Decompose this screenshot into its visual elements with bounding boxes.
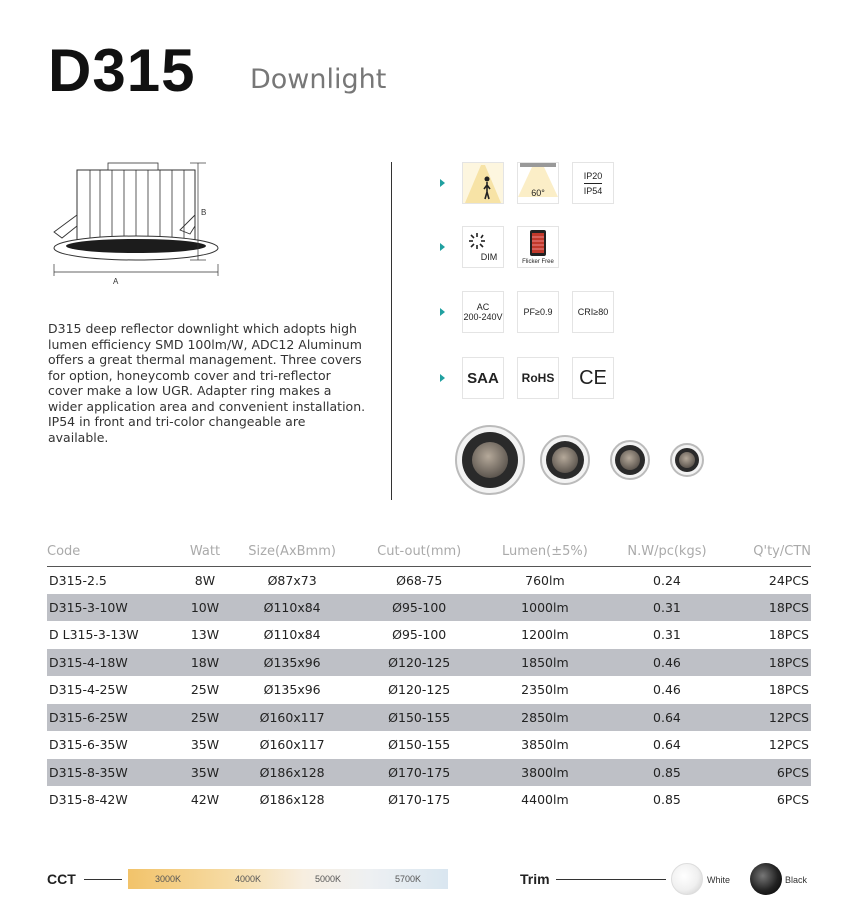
cct-value-5700k: 5700K [394,874,422,884]
cell-watt: 25W [183,704,228,732]
bullet-arrow-icon [440,179,445,187]
cell-watt: 35W [190,737,220,753]
product-size-photos [453,418,723,508]
cell-weight: 0.46 [653,682,681,698]
voltage-range: 200-240V [463,312,503,322]
cell-cutout: Ø170-175 [357,759,481,787]
cell-cutout: Ø68-75 [396,572,443,588]
cell-weight: 0.31 [608,594,725,622]
header-size: Size(AxBmm) [227,538,357,566]
flicker-free-icon [517,226,559,268]
vertical-divider [391,162,392,500]
trim-leader-line [556,879,666,880]
cri-value: CRI≥80 [577,307,609,317]
ip-back-value: IP54 [583,185,603,196]
ce-label: CE [579,366,607,389]
table-row [47,594,811,622]
bullet-arrow-icon [440,243,445,251]
header-cutout: Cut-out(mm) [357,538,481,566]
cell-cutout: Ø95-100 [392,627,447,643]
white-trim-label: White [707,875,731,885]
trim-label: Trim [520,871,550,887]
cell-size: Ø110x84 [227,594,357,622]
cell-lumen: 2850lm [481,704,608,732]
rohs-cert-icon [517,357,559,399]
cell-watt: 8W [194,572,216,588]
cell-qty: 12PCS [768,737,809,753]
cell-watt: 10W [183,594,228,622]
cct-gradient-bar [128,869,448,889]
cell-qty: 18PCS [726,649,811,677]
table-header-row [47,538,811,566]
ac-label: AC [476,302,490,312]
bullet-arrow-icon [440,374,445,382]
ac-voltage-icon [462,291,504,333]
cell-watt: 25W [190,682,220,698]
model-title: D315 [48,37,196,104]
table-row [47,621,811,649]
cell-qty: 12PCS [726,704,811,732]
cct-label: CCT [47,871,76,887]
cell-weight: 0.85 [653,792,681,808]
cell-qty: 18PCS [768,627,809,643]
cell-code: D L315-3-13W [49,627,139,643]
dimension-drawing [40,160,230,290]
cell-weight: 0.85 [608,759,725,787]
cell-code: D315-4-25W [49,682,128,698]
white-trim-swatch [671,863,703,895]
cell-size: Ø186x128 [259,792,325,808]
cell-size: Ø87x73 [267,572,317,588]
feature-row-certifications [440,357,614,399]
cell-qty: 18PCS [768,682,809,698]
cell-lumen: 1000lm [481,594,608,622]
product-photo-large [456,426,524,494]
header-qty-per-carton: Q'ty/CTN [726,538,811,566]
cct-value-5000k: 5000K [314,874,342,884]
cell-lumen: 4400lm [521,792,569,808]
black-trim-label: Black [785,875,808,885]
header-net-weight: N.W/pc(kgs) [608,538,725,566]
cell-lumen: 1200lm [521,627,569,643]
cell-watt: 18W [183,649,228,677]
cell-weight: 0.46 [608,649,725,677]
power-factor-value: PF≥0.9 [523,307,553,317]
table-row [47,731,811,759]
table-row [47,676,811,704]
table-row [47,704,811,732]
cct-value-4000k: 4000K [234,874,262,884]
cell-watt: 42W [190,792,220,808]
rohs-label: RoHS [521,371,555,385]
cell-cutout: Ø150-155 [357,704,481,732]
cell-cutout: Ø120-125 [357,649,481,677]
cell-cutout: Ø95-100 [357,594,481,622]
bullet-arrow-icon [440,308,445,316]
cell-weight: 0.64 [608,704,725,732]
cell-qty: 24PCS [768,572,809,588]
table-row [47,649,811,677]
dim-icon [462,226,504,268]
cell-lumen: 1850lm [481,649,608,677]
cell-cutout: Ø120-125 [388,682,451,698]
beam-angle-icon [517,162,559,204]
header-watt: Watt [183,538,228,566]
table-row [47,759,811,787]
black-trim-swatch [750,863,782,895]
cell-cutout: Ø170-175 [388,792,451,808]
table-row [47,786,811,814]
saa-cert-icon [462,357,504,399]
cell-size: Ø135x96 [227,649,357,677]
header-code: Code [47,538,183,566]
cell-lumen: 3800lm [481,759,608,787]
cell-watt: 13W [190,627,220,643]
cell-size: Ø110x84 [263,627,321,643]
cell-size: Ø160x117 [259,737,325,753]
cct-leader-line [84,879,122,880]
header-lumen: Lumen(±5%) [481,538,608,566]
cell-code: D315-6-35W [49,737,128,753]
dim-label: DIM [480,252,498,262]
cell-lumen: 760lm [525,572,565,588]
cell-qty: 6PCS [776,792,809,808]
cell-code: D315-8-35W [47,759,183,787]
feature-row-dimming [440,226,559,268]
cct-value-3000k: 3000K [154,874,182,884]
cell-size: Ø160x117 [227,704,357,732]
product-photo-small [611,441,649,479]
cell-code: D315-6-25W [47,704,183,732]
cell-weight: 0.31 [653,627,681,643]
ip-front-value: IP20 [583,170,603,181]
cell-code: D315-3-10W [47,594,183,622]
cell-qty: 6PCS [726,759,811,787]
cell-qty: 18PCS [726,594,811,622]
cell-lumen: 2350lm [521,682,569,698]
cell-cutout: Ø150-155 [388,737,451,753]
product-category: Downlight [250,64,387,95]
ip-rating-icon [572,162,614,204]
product-photo-smallest [671,444,703,476]
feature-row-electrical [440,291,614,333]
cell-code: D315-8-42W [49,792,128,808]
flicker-free-label: Flicker Free [522,259,554,265]
specification-table [47,538,811,814]
dimension-label-a: A [113,277,119,286]
cell-weight: 0.24 [653,572,681,588]
cell-watt: 35W [183,759,228,787]
cell-size: Ø135x96 [263,682,321,698]
cell-lumen: 3850lm [521,737,569,753]
saa-label: SAA [467,369,499,387]
cell-size: Ø186x128 [227,759,357,787]
product-description: D315 deep reflector downlight which adopts high lumen efficiency SMD 100lm/W, ADC12 Aluminum offers a great thermal management. Three covers for option, honeycomb cover and tri-reflector cover make a low UGR. Adapter ring makes a wider application area and convenient installation. IP54 in front and tri-color changeable are available. [48,321,366,445]
product-photo-medium [541,436,589,484]
ce-cert-icon [572,357,614,399]
cri-icon [572,291,614,333]
cell-weight: 0.64 [653,737,681,753]
power-factor-icon [517,291,559,333]
person-light-icon [462,162,504,204]
feature-row-optics [440,162,614,204]
cell-code: D315-2.5 [49,572,107,588]
table-row [47,566,811,594]
cell-code: D315-4-18W [47,649,183,677]
dimension-label-b: B [201,208,207,217]
beam-angle-value: 60° [531,188,545,198]
